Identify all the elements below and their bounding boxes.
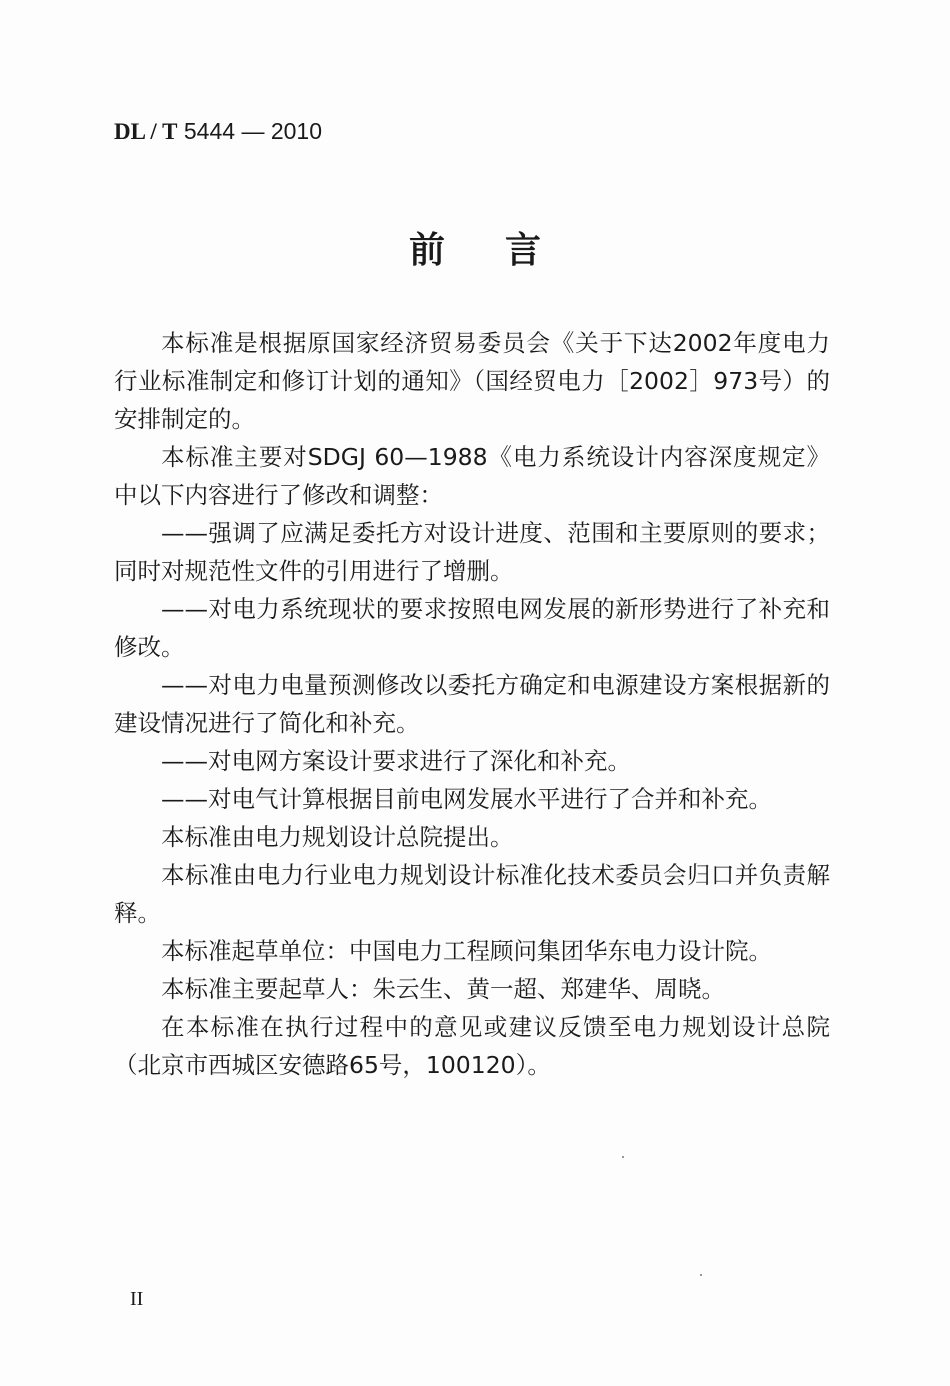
scan-speck: [700, 1274, 702, 1276]
page-title: 前言: [408, 230, 601, 271]
paragraph-change-3: ——对电力电量预测修改以委托方确定和电源建设方案根据新的建设情况进行了简化和补充。: [114, 671, 830, 737]
standard-code-prefix: DL / T: [114, 119, 178, 144]
paragraph-change-1: ——强调了应满足委托方对设计进度、范围和主要原则的要求；同时对规范性文件的引用进行了增删。: [114, 519, 830, 585]
paragraph-origin: 本标准是根据原国家经济贸易委员会《关于下达2002年度电力行业标准制定和修订计划的通知》（国经贸电力［2002］973号）的安排制定的。: [114, 329, 830, 433]
paragraph-change-4: ——对电网方案设计要求进行了深化和补充。: [161, 747, 631, 775]
scan-speck: [622, 1156, 624, 1158]
paragraph-drafting-unit: 本标准起草单位：中国电力工程顾问集团华东电力设计院。: [161, 937, 772, 965]
standard-code: [114, 118, 322, 145]
paragraph-proposer: 本标准由电力规划设计总院提出。: [161, 823, 514, 851]
paragraph-feedback: 在本标准在执行过程中的意见或建议反馈至电力规划设计总院（北京市西城区安德路65号，100120）。: [114, 1013, 830, 1079]
paragraph-change-5: ——对电气计算根据目前电网发展水平进行了合并和补充。: [161, 785, 772, 813]
paragraph-responsibility: 本标准由电力行业电力规划设计标准化技术委员会归口并负责解释。: [114, 861, 830, 927]
paragraph-change-2: ——对电力系统现状的要求按照电网发展的新形势进行了补充和修改。: [114, 595, 830, 661]
standard-code-number: 5444 — 2010: [183, 118, 323, 144]
page-number: II: [130, 1288, 144, 1310]
foreword-body: [114, 324, 830, 1084]
paragraph-drafters: 本标准主要起草人：朱云生、黄一超、郑建华、周晓。: [161, 975, 725, 1003]
paragraph-revision-scope: 本标准主要对SDGJ 60—1988《电力系统设计内容深度规定》中以下内容进行了修改和调整：: [114, 443, 830, 509]
